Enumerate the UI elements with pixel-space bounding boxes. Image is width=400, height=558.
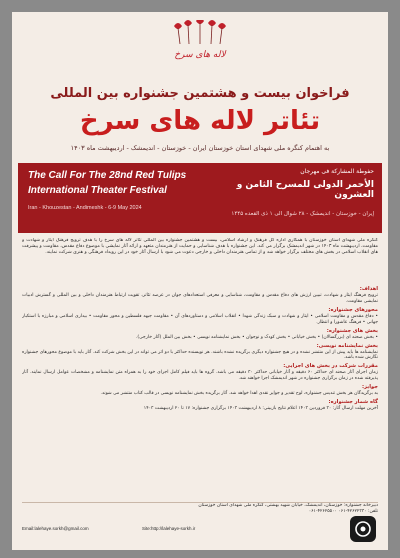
festival-title: تئاتر لاله های سرخ [79,106,321,136]
title-band [18,163,382,233]
festival-subtitle: به اهتمام کنگره ملی شهدای استان خوزستان ایران - خوزستان - اندیمشک - اردیبهشت ماه ۱۴۰۳ [70,144,330,152]
section-title: جوایز: [361,384,378,391]
section-text: • بخش صحنه ای (بزرگسالان) • بخش خیابانی • بخش کودک و نوجوان • بخش نمایشنامه نویسی • بخش بین الملل (آثار خارجی). [136,334,378,340]
arabic-title-line1: الأحمر الدولی للمسرح الثامن و العشرون [236,180,374,200]
email-link[interactable]: Email:lalehaye.sorkh@gmail.com [22,526,89,531]
section-text: زمان اجرای آثار صحنه ای حداکثر ۶۰ دقیقه و آثار خیابانی حداکثر ۳۰ دقیقه می باشد. گروه ها باید فیلم کامل اجرای خود را به همراه متن نمایشنامه و مشخصات عوامل ارسال نمایند. آثار پذیرفته شده در زمان برگزاری جشنواره در شهر اندیمشک اجرا خواهند شد. [22,370,378,382]
secretariat-address: دبیرخانه جشنواره: خوزستان، اندیمشک، خیابان شهید بهشتی، کنگره ملی شهدای استان خوزستان [198,503,378,508]
contact-footer [22,502,378,545]
section-text: آخرین مهلت ارسال آثار: ۳۰ فروردین ۱۴۰۳ اعلام نتایج بازبینی: ۸ اردیبهشت ۱۴۰۳ برگزاری جشنواره: ۱۷ تا ۲۰ اردیبهشت ۱۴۰۳ [143,406,378,412]
section-title: محورهای جشنواره: [328,306,378,313]
section-playwriting [22,343,378,362]
intro-paragraph: کنگره ملی شهدای استان خوزستان با همکاری اداره کل فرهنگ و ارشاد اسلامی، بیست و هشتمین جشنواره بین المللی تئاتر لاله های سرخ را با هدف ترویج فرهنگ ایثار و شهادت و مقاومت، اردیبهشت ماه ۱۴۰۳ در شهر اندیمشک برگزار می کند. این جشنواره با هدف شناسایی و حمایت از هنرمندان متعهد و ارائه آثار نمایشی با موضوع دفاع مقدس، مقاومت و پیشرفت های انقلاب اسلامی در بخش های مختلف برگزار خواهد شد و از تمامی هنرمندان داخلی و خارجی دعوت می شود با ارسال آثار خود در این رویداد فرهنگی و هنری شرکت نمایند. [22,238,378,256]
arabic-date: إیران - خوزستان - اندیمشک - ۲۸ شوال الی ۱ ذی القعده ۱۴۴۵ [231,211,374,217]
section-goals [22,286,378,305]
app-watermark-icon [350,516,376,542]
english-date: Iran - Khouzestan - Andimeshk - 6-9 May 2024 [28,205,142,211]
section-rules [22,363,378,382]
festival-poster [12,12,388,550]
section-themes [22,307,378,326]
section-title: مقررات شرکت در بخش های اجرایی: [283,363,378,370]
section-text: به برگزیدگان هر بخش تندیس جشنواره، لوح تقدیر و جوایز نقدی اهدا خواهد شد. آثار برگزیده بخش نمایشنامه نویسی در قالب کتاب منتشر می شوند. [100,391,378,397]
section-title: گاه شمار جشنواره: [328,399,378,406]
section-text: نمایشنامه ها باید پیش از این منتشر نشده و در هیچ جشنواره دیگری برگزیده نشده باشند. هر نویسنده حداکثر با دو اثر می تواند در این بخش شرکت کند. آثار باید با موضوع محورهای جشنواره نگارش شده باشد. [22,349,378,361]
section-title: بخش نمایشنامه نویسی: [316,342,378,349]
english-title-line2: International Theater Festival [28,185,167,196]
section-text: • دفاع مقدس و مقاومت اسلامی • ایثار و شهادت و سبک زندگی شهدا • انقلاب اسلامی و دستاوردهای آن • مقاومت جبهه فلسطین و محور مقاومت • بیداری اسلامی و مبارزه با استکبار جهانی • فرهنگ عاشورا و انتظار. [22,313,378,325]
call-heading: فراخوان بیست و هشتمین جشنواره بین المللی [50,86,350,101]
call-sections [22,286,378,500]
section-title: اهداف: [359,286,378,292]
section-awards [22,384,378,397]
section-title: بخش های جشنواره: [326,327,378,334]
section-categories [22,328,378,341]
logo-text: لاله های سرخ [174,50,226,60]
phone-numbers: تلفن: ۴۲۶۲۲۳۳۰-۰۶۱ ۴۲۶۲۵۵۰۰-۰۶۱ [308,509,378,514]
section-text: ترویج فرهنگ ایثار و شهادت، تبیین ارزش های دفاع مقدس و مقاومت، شناسایی و معرفی استعدادهای جوان در عرصه تئاتر، تقویت ارتباط هنرمندان داخلی و بین المللی و گسترش ادبیات نمایشی مقاومت. [22,293,378,304]
tulips-icon [162,20,238,46]
festival-logo [162,20,238,76]
section-timeline [22,399,378,412]
website-link[interactable]: Site:http://lalehaye-sorkh.ir [142,526,196,531]
arabic-title-intro: حفوطة المشارکة فی مهرجان [300,168,374,175]
english-title-line1: The Call For The 28nd Red Tulips [28,170,187,181]
